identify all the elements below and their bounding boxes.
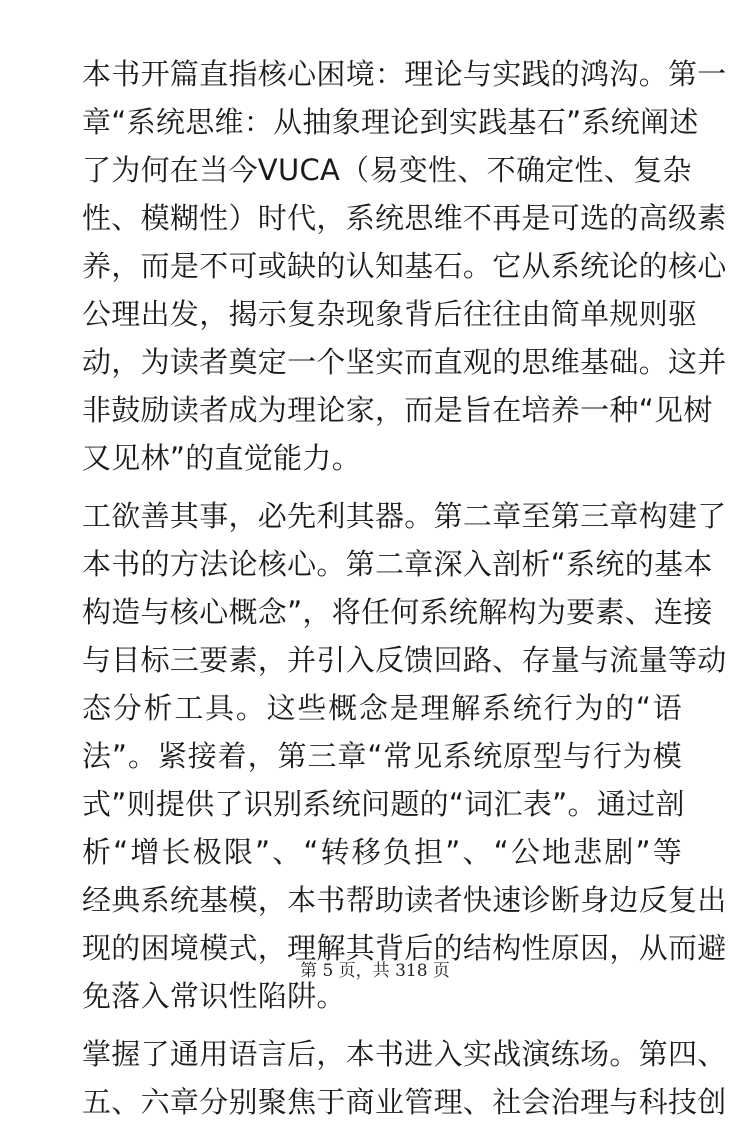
text-line: 又见林”的直觉能力。	[82, 441, 362, 475]
text-line: 非鼓励读者成为理论家，而是旨在培养一种“见树	[82, 393, 713, 427]
text-line: 析“增长极限”、“转移负担”、“公地悲剧”等	[82, 835, 682, 869]
text-line: 公理出发，揭示复杂现象背后往往由简单规则驱	[82, 297, 698, 331]
text-line: 式”则提供了识别系统问题的“词汇表”。通过剖	[82, 787, 685, 821]
paragraph-1	[82, 50, 727, 482]
page-number-indicator: 第 5 页，共 318 页	[300, 961, 450, 981]
text-line: 章“系统思维：从抽象理论到实践基石”系统阐述	[82, 105, 699, 139]
text-line: 与目标三要素，并引入反馈回路、存量与流量等动	[82, 643, 727, 677]
text-line: 工欲善其事，必先利其器。第二章至第三章构建了	[82, 499, 727, 533]
text-line: 掌握了通用语言后，本书进入实战演练场。第四、	[82, 1037, 727, 1071]
text-line: 本书的方法论核心。第二章深入剖析“系统的基本	[82, 547, 713, 581]
text-line: 态分析工具。这些概念是理解系统行为的“语	[82, 691, 682, 725]
text-line: 构造与核心概念”，将任何系统解构为要素、连接	[82, 595, 713, 629]
text-line: 本书开篇直指核心困境：理论与实践的鸿沟。第一	[82, 57, 727, 91]
text-line: 法”。紧接着，第三章“常见系统原型与行为模	[82, 739, 682, 773]
text-line: 免落入常识性陷阱。	[82, 979, 346, 1013]
paragraph-3	[82, 1030, 727, 1126]
text-line: 经典系统基模，本书帮助读者快速诊断身边反复出	[82, 883, 727, 917]
text-line: 养，而是不可或缺的认知基石。它从系统论的核心	[82, 249, 727, 283]
text-line: 五、六章分别聚焦于商业管理、社会治理与科技创	[82, 1085, 727, 1119]
text-line: 性、模糊性）时代，系统思维不再是可选的高级素	[82, 201, 727, 235]
paragraph-2	[82, 492, 727, 1020]
text-line: 了为何在当今VUCA（易变性、不确定性、复杂	[82, 153, 692, 187]
text-line: 现的困境模式，理解其背后的结构性原因，从而避	[82, 931, 727, 965]
text-line: 动，为读者奠定一个坚实而直观的思维基础。这并	[82, 345, 727, 379]
